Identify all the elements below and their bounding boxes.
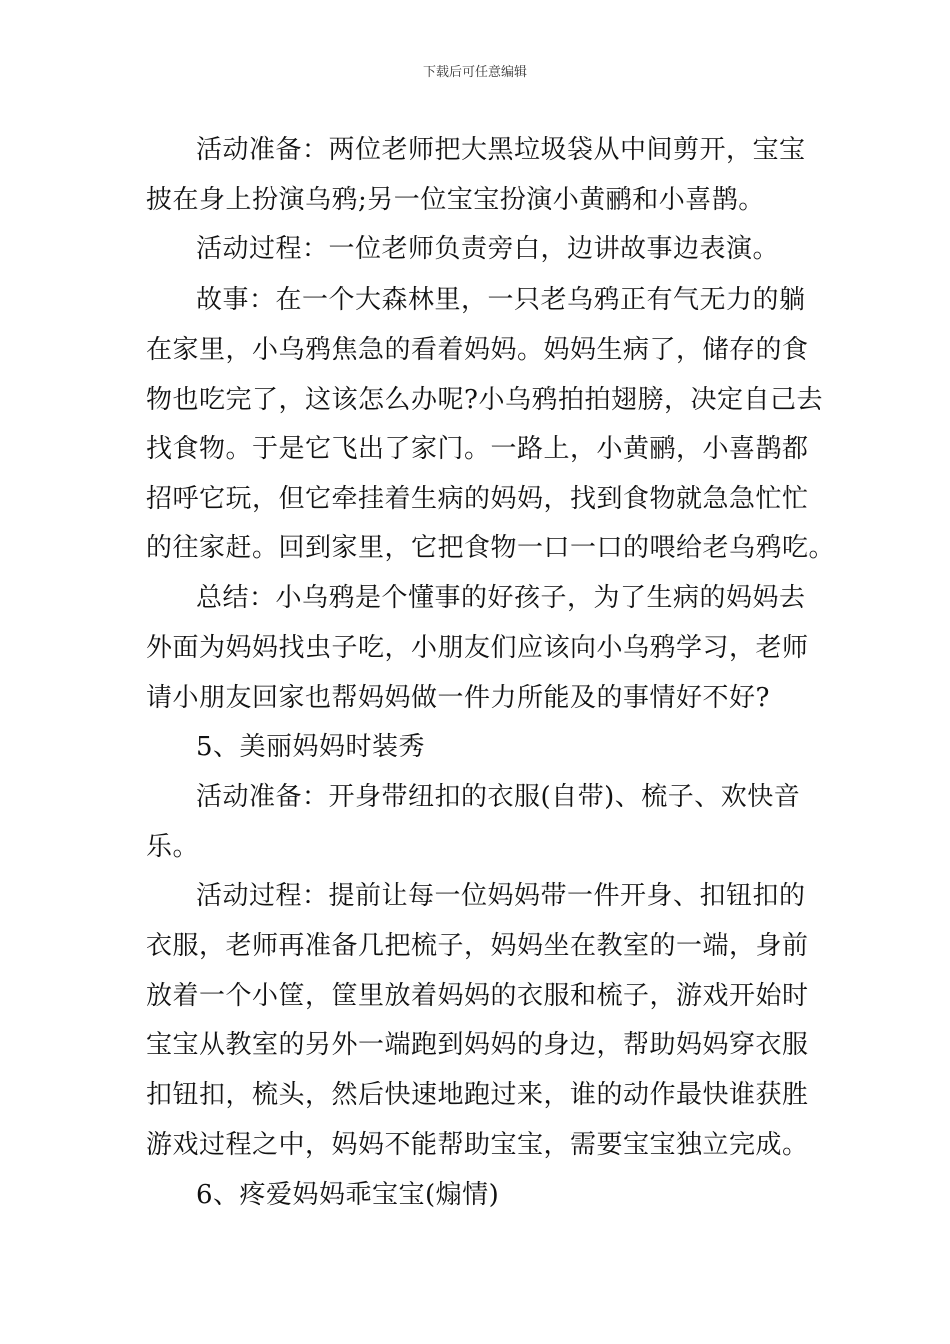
text-line: 外面为妈妈找虫子吃，小朋友们应该向小乌鸦学习，老师 — [146, 633, 809, 663]
text-line: 总结：小乌鸦是个懂事的好孩子，为了生病的妈妈去 — [196, 583, 806, 613]
text-line: 活动过程：提前让每一位妈妈带一件开身、扣钮扣的 — [196, 881, 806, 911]
text-line: 活动准备：两位老师把大黑垃圾袋从中间剪开，宝宝 — [196, 135, 806, 165]
text-line: 找食物。于是它飞出了家门。一路上，小黄鹂，小喜鹊都 — [146, 434, 809, 464]
text-line: 乐。 — [146, 832, 200, 862]
text-line: 活动过程：一位老师负责旁白，边讲故事边表演。 — [196, 234, 780, 264]
page-header: 下载后可任意编辑 — [422, 65, 527, 80]
text-line: 在家里，小乌鸦焦急的看着妈妈。妈妈生病了，储存的食 — [146, 335, 809, 365]
text-line: 物也吃完了，这该怎么办呢?小乌鸦拍拍翅膀，决定自己去 — [146, 385, 823, 415]
text-line: 游戏过程之中，妈妈不能帮助宝宝，需要宝宝独立完成。 — [146, 1130, 809, 1160]
text-line: 的往家赶。回到家里，它把食物一口一口的喂给老乌鸦吃。 — [146, 533, 836, 563]
text-line: 活动准备：开身带纽扣的衣服(自带)、梳子、欢快音 — [196, 782, 801, 812]
text-line: 放着一个小筐，筐里放着妈妈的衣服和梳子，游戏开始时 — [146, 981, 809, 1011]
text-line: 请小朋友回家也帮妈妈做一件力所能及的事情好不好? — [146, 683, 770, 713]
text-line: 招呼它玩，但它牵挂着生病的妈妈，找到食物就急急忙忙 — [146, 484, 809, 514]
text-line: 衣服，老师再准备几把梳子，妈妈坐在教室的一端，身前 — [146, 931, 809, 961]
section-heading: 5、美丽妈妈时装秀 — [196, 732, 426, 762]
section-heading: 6、疼爱妈妈乖宝宝(煽情) — [196, 1180, 500, 1210]
text-line: 扣钮扣，梳头，然后快速地跑过来，谁的动作最快谁获胜 — [146, 1080, 809, 1110]
text-line: 披在身上扮演乌鸦;另一位宝宝扮演小黄鹂和小喜鹊。 — [146, 185, 765, 215]
text-line: 宝宝从教室的另外一端跑到妈妈的身边，帮助妈妈穿衣服 — [146, 1030, 809, 1060]
text-line: 故事：在一个大森林里，一只老乌鸦正有气无力的躺 — [196, 285, 806, 315]
